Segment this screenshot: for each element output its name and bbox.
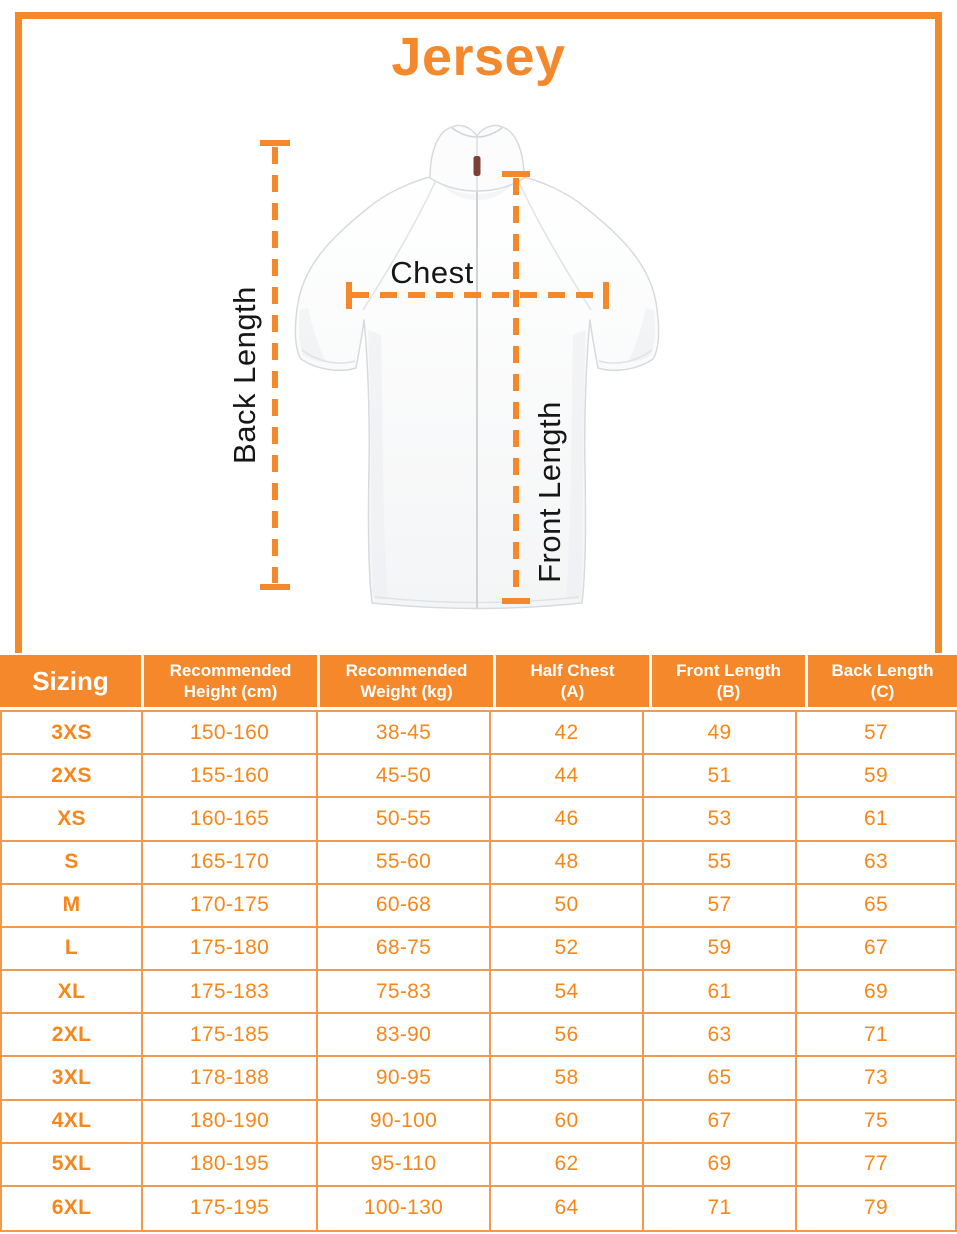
half-chest-cell: 60 (491, 1101, 644, 1144)
chest-label: Chest (390, 255, 474, 290)
front-length-cell: 67 (644, 1101, 797, 1144)
height-cell: 175-185 (143, 1014, 318, 1057)
header-half-chest (496, 655, 649, 707)
header-recommended-height (144, 655, 317, 707)
front-length-cell: 53 (644, 798, 797, 841)
size-cell: 3XL (2, 1057, 143, 1100)
header-front-length (652, 655, 805, 707)
header-recommended-weight (320, 655, 493, 707)
size-cell: XS (2, 798, 143, 841)
height-cell: 170-175 (143, 885, 318, 928)
size-cell: 2XL (2, 1014, 143, 1057)
header-label: Recommended (169, 661, 292, 680)
weight-cell: 90-95 (318, 1057, 491, 1100)
page-title: Jersey (391, 27, 566, 87)
half-chest-cell: 64 (491, 1187, 644, 1230)
weight-cell: 50-55 (318, 798, 491, 841)
size-cell: M (2, 885, 143, 928)
header-label: (B) (716, 682, 741, 701)
back-length-measure-line (260, 143, 290, 587)
height-cell: 165-170 (143, 842, 318, 885)
front-length-cell: 63 (644, 1014, 797, 1057)
size-cell: 5XL (2, 1144, 143, 1187)
height-cell: 175-183 (143, 971, 318, 1014)
back-length-cell: 57 (797, 712, 955, 755)
header-label: Weight (kg) (360, 682, 453, 701)
front-length-cell: 69 (644, 1144, 797, 1187)
height-cell: 180-195 (143, 1144, 318, 1187)
weight-cell: 100-130 (318, 1187, 491, 1230)
size-cell: L (2, 928, 143, 971)
weight-cell: 55-60 (318, 842, 491, 885)
front-length-label: Front Length (532, 401, 567, 583)
half-chest-cell: 50 (491, 885, 644, 928)
size-cell: 2XS (2, 755, 143, 798)
half-chest-cell: 52 (491, 928, 644, 971)
height-cell: 150-160 (143, 712, 318, 755)
header-label: Height (cm) (183, 682, 278, 701)
weight-cell: 83-90 (318, 1014, 491, 1057)
back-length-cell: 71 (797, 1014, 955, 1057)
header-back-length (808, 655, 957, 707)
half-chest-cell: 56 (491, 1014, 644, 1057)
half-chest-cell: 46 (491, 798, 644, 841)
back-length-cell: 67 (797, 928, 955, 971)
front-length-cell: 55 (644, 842, 797, 885)
header-label: Sizing (32, 666, 109, 696)
back-length-cell: 65 (797, 885, 955, 928)
header-label: Front Length (676, 661, 781, 680)
weight-cell: 68-75 (318, 928, 491, 971)
weight-cell: 90-100 (318, 1101, 491, 1144)
size-cell: 3XS (2, 712, 143, 755)
half-chest-cell: 44 (491, 755, 644, 798)
front-length-cell: 51 (644, 755, 797, 798)
header-label: Recommended (345, 661, 468, 680)
back-length-cell: 63 (797, 842, 955, 885)
size-cell: 4XL (2, 1101, 143, 1144)
zipper-pull (474, 156, 481, 176)
half-chest-cell: 54 (491, 971, 644, 1014)
height-cell: 175-180 (143, 928, 318, 971)
back-length-cell: 75 (797, 1101, 955, 1144)
weight-cell: 60-68 (318, 885, 491, 928)
height-cell: 155-160 (143, 755, 318, 798)
front-length-cell: 59 (644, 928, 797, 971)
height-cell: 178-188 (143, 1057, 318, 1100)
jersey-illustration (295, 125, 658, 609)
weight-cell: 38-45 (318, 712, 491, 755)
size-cell: S (2, 842, 143, 885)
front-length-cell: 61 (644, 971, 797, 1014)
back-length-cell: 69 (797, 971, 955, 1014)
table-header-row (0, 655, 957, 707)
header-label: (A) (560, 682, 585, 701)
weight-cell: 45-50 (318, 755, 491, 798)
height-cell: 180-190 (143, 1101, 318, 1144)
weight-cell: 75-83 (318, 971, 491, 1014)
front-length-cell: 65 (644, 1057, 797, 1100)
back-length-cell: 79 (797, 1187, 955, 1230)
height-cell: 160-165 (143, 798, 318, 841)
header-label: Half Chest (530, 661, 615, 680)
header-label: (C) (870, 682, 895, 701)
back-length-label: Back Length (227, 286, 262, 464)
half-chest-cell: 62 (491, 1144, 644, 1187)
height-cell: 175-195 (143, 1187, 318, 1230)
back-length-cell: 61 (797, 798, 955, 841)
back-length-cell: 59 (797, 755, 955, 798)
front-length-cell: 49 (644, 712, 797, 755)
back-length-cell: 77 (797, 1144, 955, 1187)
front-length-cell: 71 (644, 1187, 797, 1230)
header-label: Back Length (831, 661, 934, 680)
half-chest-cell: 48 (491, 842, 644, 885)
weight-cell: 95-110 (318, 1144, 491, 1187)
size-table-body (0, 710, 957, 1232)
header-sizing (0, 655, 141, 707)
back-length-cell: 73 (797, 1057, 955, 1100)
front-length-cell: 57 (644, 885, 797, 928)
size-cell: XL (2, 971, 143, 1014)
half-chest-cell: 58 (491, 1057, 644, 1100)
size-cell: 6XL (2, 1187, 143, 1230)
half-chest-cell: 42 (491, 712, 644, 755)
